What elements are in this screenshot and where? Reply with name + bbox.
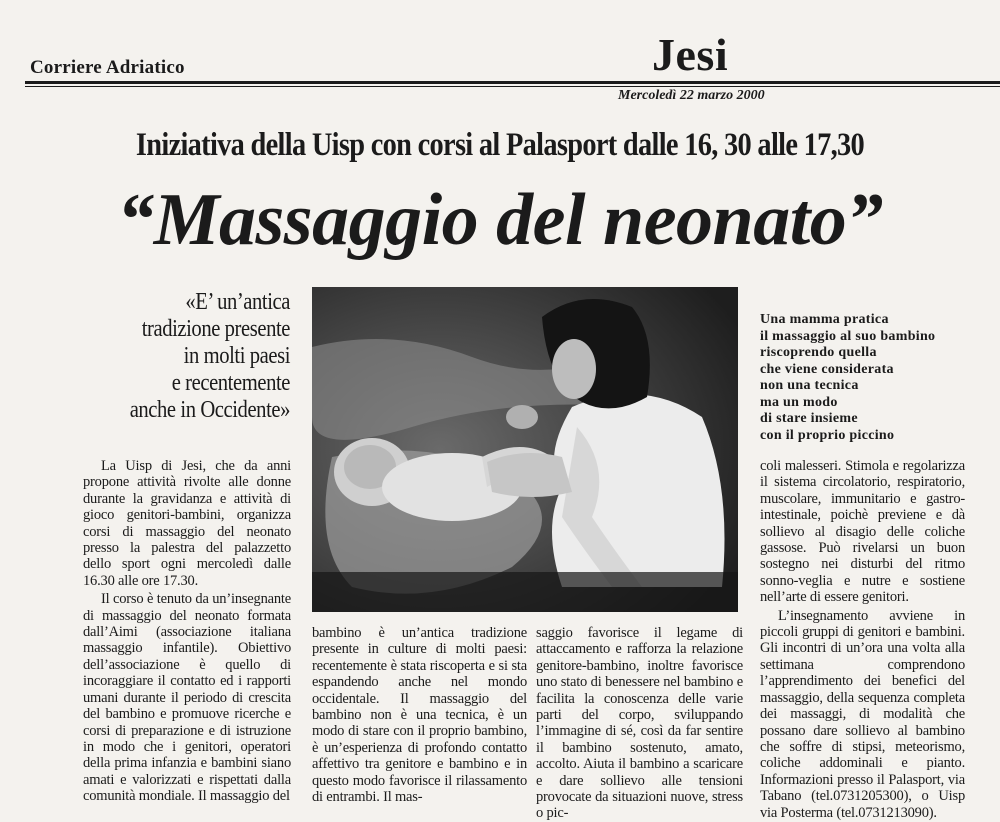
masthead-rule-thin bbox=[25, 86, 1000, 87]
article-headline: “Massaggio del neonato” bbox=[117, 179, 883, 261]
issue-date: Mercoledì 22 marzo 2000 bbox=[618, 88, 765, 103]
article-column-3 bbox=[536, 625, 743, 822]
caption-line: che viene considerata bbox=[760, 361, 894, 377]
newspaper-name: Corriere Adriatico bbox=[30, 57, 185, 78]
paragraph: coli malesseri. Stimola e regolarizza il sistema circolatorio, respiratorio, muscolare, immunitario e gastro-intestinale, poichè previene e dà sollievo al disagio delle coliche gassose. Può rivelarsi un buon sostegno nei disturbi del ritmo sonno-veglia e nutre e sostiene nell’arte di essere genitori. bbox=[760, 458, 965, 606]
section-city-title: Jesi bbox=[652, 29, 729, 80]
caption-line: Una mamma pratica bbox=[760, 312, 889, 327]
pull-quote bbox=[122, 289, 290, 424]
paragraph: Il corso è tenuto da un’insegnante di massaggio del neonato formata dall’Aimi (associazione italiana massaggio infantile). Obiettivo dell’associazione è quello di incoraggiare il contatto ed i rapporti umani durante il periodo di crescita del bambino e promuove ricerche e corsi di preparazione e di istruzione in modo che i genitori, operatori della prima infanzia e bambini siano amati e valorizzati e rispettati dalla comunità mondiale. Il massaggio del bbox=[83, 591, 291, 805]
pull-quote-line: tradizione presente bbox=[141, 316, 290, 342]
article-column-2 bbox=[312, 625, 527, 805]
article-column-4 bbox=[760, 458, 965, 821]
paragraph: La Uisp di Jesi, che da anni propone attività rivolte alle donne durante la gravidanza e attività di gioco genitori-bambini, organizza corsi di massaggio del neonato presso la palestra del palazzetto dello sport ogni mercoledì dalle 16.30 alle ore 17.30. bbox=[83, 458, 291, 589]
caption-line: di stare insieme bbox=[760, 411, 858, 426]
masthead-rule bbox=[25, 81, 1000, 84]
article-subheadline: Iniziativa della Uisp con corsi al Palasport dalle 16, 30 alle 17,30 bbox=[135, 127, 865, 163]
photo-caption bbox=[760, 312, 990, 444]
pull-quote-line: in molti paesi bbox=[183, 343, 290, 369]
caption-line: con il proprio piccino bbox=[760, 427, 895, 443]
article-column-1 bbox=[83, 458, 291, 805]
mother-baby-massage-photo bbox=[312, 287, 738, 612]
caption-line: riscoprendo quella bbox=[760, 345, 877, 360]
pull-quote-line: anche in Occidente» bbox=[129, 397, 290, 423]
caption-line: ma un modo bbox=[760, 394, 838, 410]
pull-quote-line: «E’ un’antica bbox=[185, 289, 290, 315]
paragraph: bambino è un’antica tradizione presente in culture di molti paesi: recentemente è stata riscoperta e si sta espandendo anche nel mondo occidentale. Il massaggio del bambino non è una tecnica, è un modo di stare con il proprio bambino, è un’esperienza di profondo contatto affettivo tra genitore e bambino e in questo modo favorisce il rilassamento di entrambi. Il mas- bbox=[312, 625, 527, 806]
caption-line: il massaggio al suo bambino bbox=[760, 328, 936, 344]
caption-line: non una tecnica bbox=[760, 378, 859, 393]
photo-illustration bbox=[312, 287, 738, 612]
paragraph: L’insegnamento avviene in piccoli gruppi di genitori e bambini. Gli incontri di un’ora una volta alla settimana comprendono l’apprendimento dei benefici del massaggio, della sequenza completa dei massaggi, di modalità che possano dare sollievo al bambino che soffre di stipsi, meteorismo, coliche addominali e pianto. Informazioni presso il Palasport, via Tabano (tel.0731205300), o Uisp via Posterma (tel.0731213090). bbox=[760, 607, 965, 821]
pull-quote-line: e recentemente bbox=[171, 370, 290, 396]
paragraph: saggio favorisce il legame di attaccamento e rafforza la relazione genitore-bambino, inoltre favorisce uno stato di benessere nel bambino e facilita la conoscenza delle varie parti del corpo, sviluppando l’immagine di sé, così da far sentire il bambino sostenuto, amato, accolto. Aiuta il bambino a scaricare e dare sollievo alle tensioni provocate da situazioni nuove, stress o pic- bbox=[536, 625, 743, 822]
